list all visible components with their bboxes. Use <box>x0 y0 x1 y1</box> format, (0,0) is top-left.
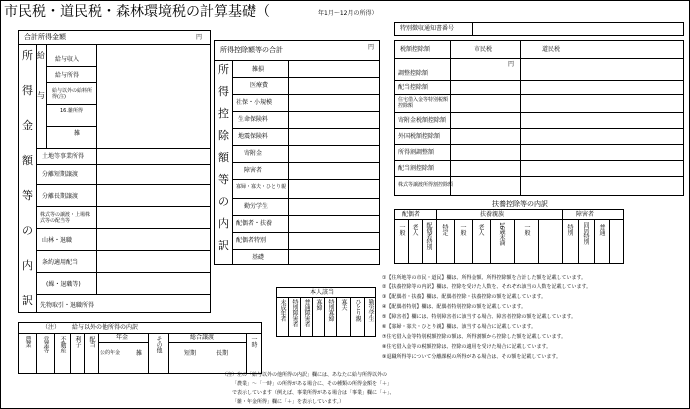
credit-row-3: 住宅借入金等特別税額控除額 <box>398 97 449 109</box>
dep-col-7: 16歳未満 <box>498 222 505 246</box>
note-7: ⑦住宅借入金等特別税額控除の額は、所得割額から控除した額を記載しています。 <box>382 334 567 340</box>
other-col-10: 一時 <box>250 336 257 347</box>
dep-col-5: 一般 <box>459 224 466 235</box>
dep-col-10: 同居特別 <box>582 222 589 244</box>
other-income-note: （注） <box>42 324 61 331</box>
deduction-item-10: 配偶者・扶養 <box>236 220 273 227</box>
income-side-label: 所 得 金 額 等 の 内 訳 <box>22 49 33 307</box>
deduction-item-2: 医療費 <box>250 82 269 89</box>
credit-row-8: 株式等譲渡所得割控除額 <box>398 182 454 188</box>
deduction-item-1: 雑損 <box>252 66 265 73</box>
period-note: 年1月～12月の所得） <box>318 10 378 17</box>
salary-income-label: 給与収入 <box>55 56 80 63</box>
salary-amount-label: 給与所得 <box>55 72 80 79</box>
dependents-group-spouse: 配偶者 <box>402 211 421 218</box>
deduction-item-5: 地震保険料 <box>238 133 269 140</box>
notice-number-label: 特別徴収通知書番号 <box>400 25 455 32</box>
footer-line-4: 「雑・年金所得」欄に「＋」を表示しています。） <box>232 399 345 405</box>
footer-line-1: （注）左の「給与以外の他所得の内訳」欄には、あなたに給与所得以外の <box>222 372 388 378</box>
other-sub-1: 総合譲渡 <box>190 334 215 341</box>
dependents-group-family: 扶養親族 <box>480 211 505 218</box>
misc-short-label: 雑 <box>74 130 81 137</box>
income-row-6: 条約適用配当 <box>42 259 79 266</box>
deduction-item-4: 生命保険料 <box>238 116 269 123</box>
deduction-item-11: 配偶者特別 <box>236 237 267 244</box>
credit-row-1: 調整控除額 <box>398 70 429 77</box>
note-8: ⑧住宅借入金等の税額控除は、控除の適用を受けた場合に記載しています。 <box>382 344 552 350</box>
income-row-5: 山林・退職 <box>42 237 73 244</box>
other-col-3: 不動産 <box>59 336 66 353</box>
note-1: ①【住所地等の市民・道民】欄は、所得金額、所得控除額を合計した額を記載しています。 <box>382 275 587 281</box>
dep-col-4: 特定 <box>441 224 448 235</box>
page-title: 市民税・道民税・森林環境税の計算基礎（ <box>4 4 270 20</box>
other-col-5: 配当 <box>88 336 95 347</box>
personal-col-3: 普通障害者 <box>303 299 310 327</box>
income-row-8: 先物取引・退職所得 <box>40 302 95 309</box>
income-row-7: (繰・退職等) <box>46 281 81 288</box>
other-col-6: 年金 <box>116 334 129 341</box>
dep-col-3: 配偶者特別 <box>425 222 432 250</box>
deduction-item-12: 基礎 <box>252 254 265 261</box>
personal-col-5: 特別寡婦 <box>327 299 334 321</box>
dep-col-6: 老人 <box>477 224 484 235</box>
credit-row-7: 配当割控除額 <box>398 165 435 172</box>
other-sub-2: 短期 <box>184 350 197 357</box>
income-row-3: 分離長期譲渡 <box>42 193 79 200</box>
personal-col-6: 寡夫 <box>340 299 347 310</box>
deduction-item-3: 社保・小規模 <box>236 99 273 106</box>
other-col-1: 農業 <box>24 336 31 347</box>
personal-col-7: ひとり親 <box>354 299 361 321</box>
personal-col-8: 勤労学生 <box>367 299 374 321</box>
credits-yen: 円 <box>508 61 515 68</box>
dep-col-1: 一般 <box>398 224 405 235</box>
dep-col-9: 特別 <box>566 224 573 235</box>
income-row-1: 土地等事業所得 <box>42 153 85 160</box>
other-salary-label: 給与以外の給料所得(注) <box>52 88 93 100</box>
other-col-4: 利子 <box>74 336 81 347</box>
deduction-item-7: 障害者 <box>244 167 263 174</box>
total-income-yen: 円 <box>196 34 203 41</box>
income-row-4: 株式等の譲渡・上場株式等の配当等 <box>40 212 91 224</box>
dep-col-8: 一般 <box>523 224 530 235</box>
other-col-9: その他 <box>155 336 162 353</box>
personal-title: 本人該当 <box>310 289 335 296</box>
credits-header-pref: 道民税 <box>542 46 561 53</box>
misc-label: 16.雑所得 <box>60 108 83 114</box>
deduction-item-9: 勤労学生 <box>244 203 269 210</box>
deductions-total-yen: 円 <box>368 44 375 51</box>
other-sub-3: 長期 <box>216 350 229 357</box>
personal-col-2: 特別障害者 <box>291 299 298 327</box>
credits-header-city: 市民税 <box>474 46 493 53</box>
note-2: ②【扶養控除等の内訳】欄は、控除を受けた人数を、それぞれ該当の人数を記載しています。 <box>382 284 592 290</box>
credit-row-6: 所得割調整額 <box>398 149 435 156</box>
other-col-2: 営業等 <box>42 336 49 353</box>
personal-col-4: 寡婦 <box>315 299 322 310</box>
deduction-item-6: 寄附金 <box>244 150 263 157</box>
total-income-label: 合計所得金額 <box>24 33 66 41</box>
personal-col-1: 未成年者 <box>279 299 286 321</box>
footer-line-3: で表示しています（例えば、事業所得がある場合は「事業」欄に「＋」、 <box>232 390 395 396</box>
deductions-total-label: 所得控除額等の合計 <box>220 46 283 54</box>
note-5: ⑤【障害者】欄には、特別障害者に該当する場合、障害者控除の額を記載しています。 <box>382 314 577 320</box>
credit-row-2: 配当控除額 <box>398 84 429 91</box>
note-3: ③【配偶者・扶養】欄は、配偶者控除・扶養控除の額を記載しています。 <box>382 294 547 300</box>
other-income-title: 給与以外の他所得の内訳 <box>72 324 139 331</box>
salary-group-label-2: 与 <box>37 91 45 100</box>
note-9: ⑨退職所得等について分離課税の所得がある場合は、その額を記載しています。 <box>382 354 561 360</box>
dep-col-2: 老人 <box>411 224 418 235</box>
income-row-2: 分離短期譲渡 <box>42 171 79 178</box>
deductions-side-label: 所 得 控 除 額 等 の 内 訳 <box>218 63 229 252</box>
other-col-8: 雑 <box>136 350 143 357</box>
note-6: ⑥【寡婦・寡夫・ひとり親】欄は、該当する場合に記載しています。 <box>382 324 537 330</box>
dep-col-11: 普通 <box>598 224 605 235</box>
credit-row-4: 寄附金税額控除額 <box>398 117 447 124</box>
footer-line-2: 「農業」～「一時」の所得がある場合に、その種類の所得金額を「＋」 <box>232 381 393 387</box>
salary-group-label-1: 給 <box>37 51 45 60</box>
dependents-group-disabled: 障害者 <box>576 211 595 218</box>
other-col-7: 公的年金 <box>100 350 121 356</box>
dependents-title: 扶養控除等の内訳 <box>492 200 548 208</box>
note-4: ④【配偶者特別】欄は、配偶者特別控除の額を記載しています。 <box>382 304 527 310</box>
credit-row-5: 外国税額控除額 <box>398 133 441 140</box>
deduction-item-8: 寡婦・寡夫・ひとり親 <box>236 184 287 190</box>
credits-header-label: 税額控除額 <box>400 46 431 53</box>
